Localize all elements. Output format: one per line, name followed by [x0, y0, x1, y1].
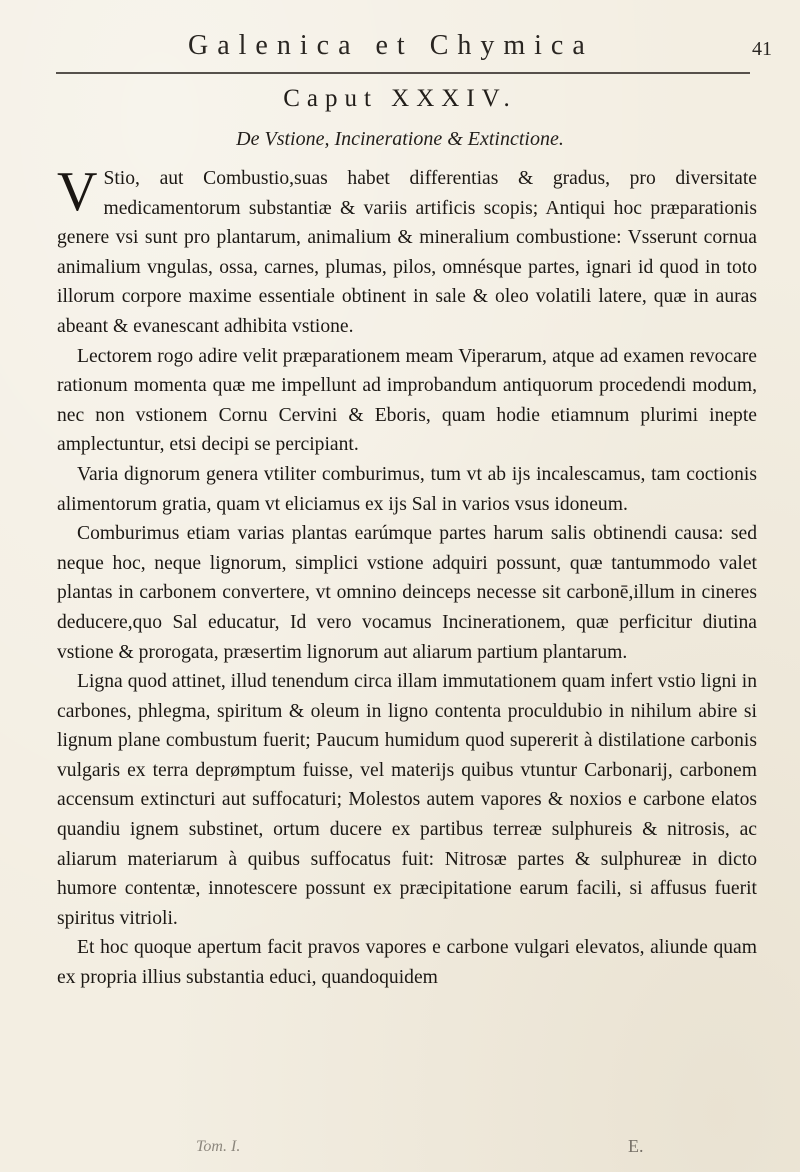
paragraph-1 [57, 161, 757, 342]
chapter-title: Caput XXXIV. [283, 85, 517, 112]
body-text [57, 161, 757, 993]
paragraph-3: Varia dignorum genera vtiliter comburimus, tum vt ab ijs incalescamus, tam coctionis alimentorum gratia, quam vt eliciamus ex ijs Sal in varios vsus idoneum. [57, 463, 757, 515]
chapter-subtitle: De Vstione, Incineratione & Extinctione. [236, 128, 564, 150]
paragraph-6: Et hoc quoque apertum facit pravos vapores e carbone vulgari elevatos, aliunde quam ex propria illius substantia educi, quandoquidem [57, 937, 757, 989]
paragraph-1-text: Stio, aut Combustio,suas habet differentias & gradus, pro diversitate medicamentorum substantiæ & variis artificis scopis; Antiqui hoc præparationis genere vsi sunt pro plantarum, animalium & mineralium combustione: Vsserunt cornua animalium vngulas, ossa, carnes, plumas, pilos, omnésque partes, ignari id quod in toto illorum corpore maxime essentiale obtinent in sale & oleo volatili latere, quæ in auras abeant & evanescant adhibita vstione. [57, 168, 757, 337]
paragraph-2: Lectorem rogo adire velit præparationem meam Viperarum, atque ad examen revocare rationum momenta quæ me impellunt ad improbandum antiquorum procedendi modum, nec non vstionem Cornu Cervini & Eboris, quam hodie etiamnum plurimi inepte amplectuntur, etsi decipi se percipiant. [57, 345, 757, 456]
paragraph-5: Ligna quod attinet, illud tenendum circa illam immutationem quam infert vstio ligni in carbones, phlegma, spiritum & oleum in ligno contenta proculdubio in nihilum abire si lignum plane combustum fuerit; Paucum humidum quod supererit à distilatione carbonis vulgaris ex terra deprømptum fuisse, vel materijs quibus vtuntur Carbonarij, carbonem accensum extincturi aut suffocaturi; Molestos autem vapores & noxios e carbone elatos quandiu ignem substinet, ortum ducere ex partibus terreæ sulphureis & nitrosis, ac aliarum materiarum à quibus suffocatus fuit: Nitrosæ partes & sulphureæ in dicto humore contentæ, innotescere possunt ex præcipitatione earum facili, si affusus fuerit spiritus vitrioli. [57, 671, 757, 929]
header-rule [56, 72, 750, 74]
page-number: 41 [752, 38, 772, 60]
running-head: Galenica et Chymica [188, 30, 594, 61]
catchword: E. [628, 1136, 644, 1156]
drop-cap: V [57, 161, 98, 223]
signature-mark: Tom. I. [196, 1138, 241, 1155]
paragraph-4: Comburimus etiam varias plantas earúmque partes harum salis obtinendi causa: sed neque hoc, neque lignorum, simplici vstione adquiri possunt, quæ tantummodo valet plantas in carbonem convertere, vt omnino deinceps necesse sit carbonē,illum in cineres deducere,quo Sal educatur, Id vero vocamus Incinerationem, quæ perficitur diutina vstione & prorogata, præsertim lignorum aut aliarum partium plantarum. [57, 523, 757, 663]
